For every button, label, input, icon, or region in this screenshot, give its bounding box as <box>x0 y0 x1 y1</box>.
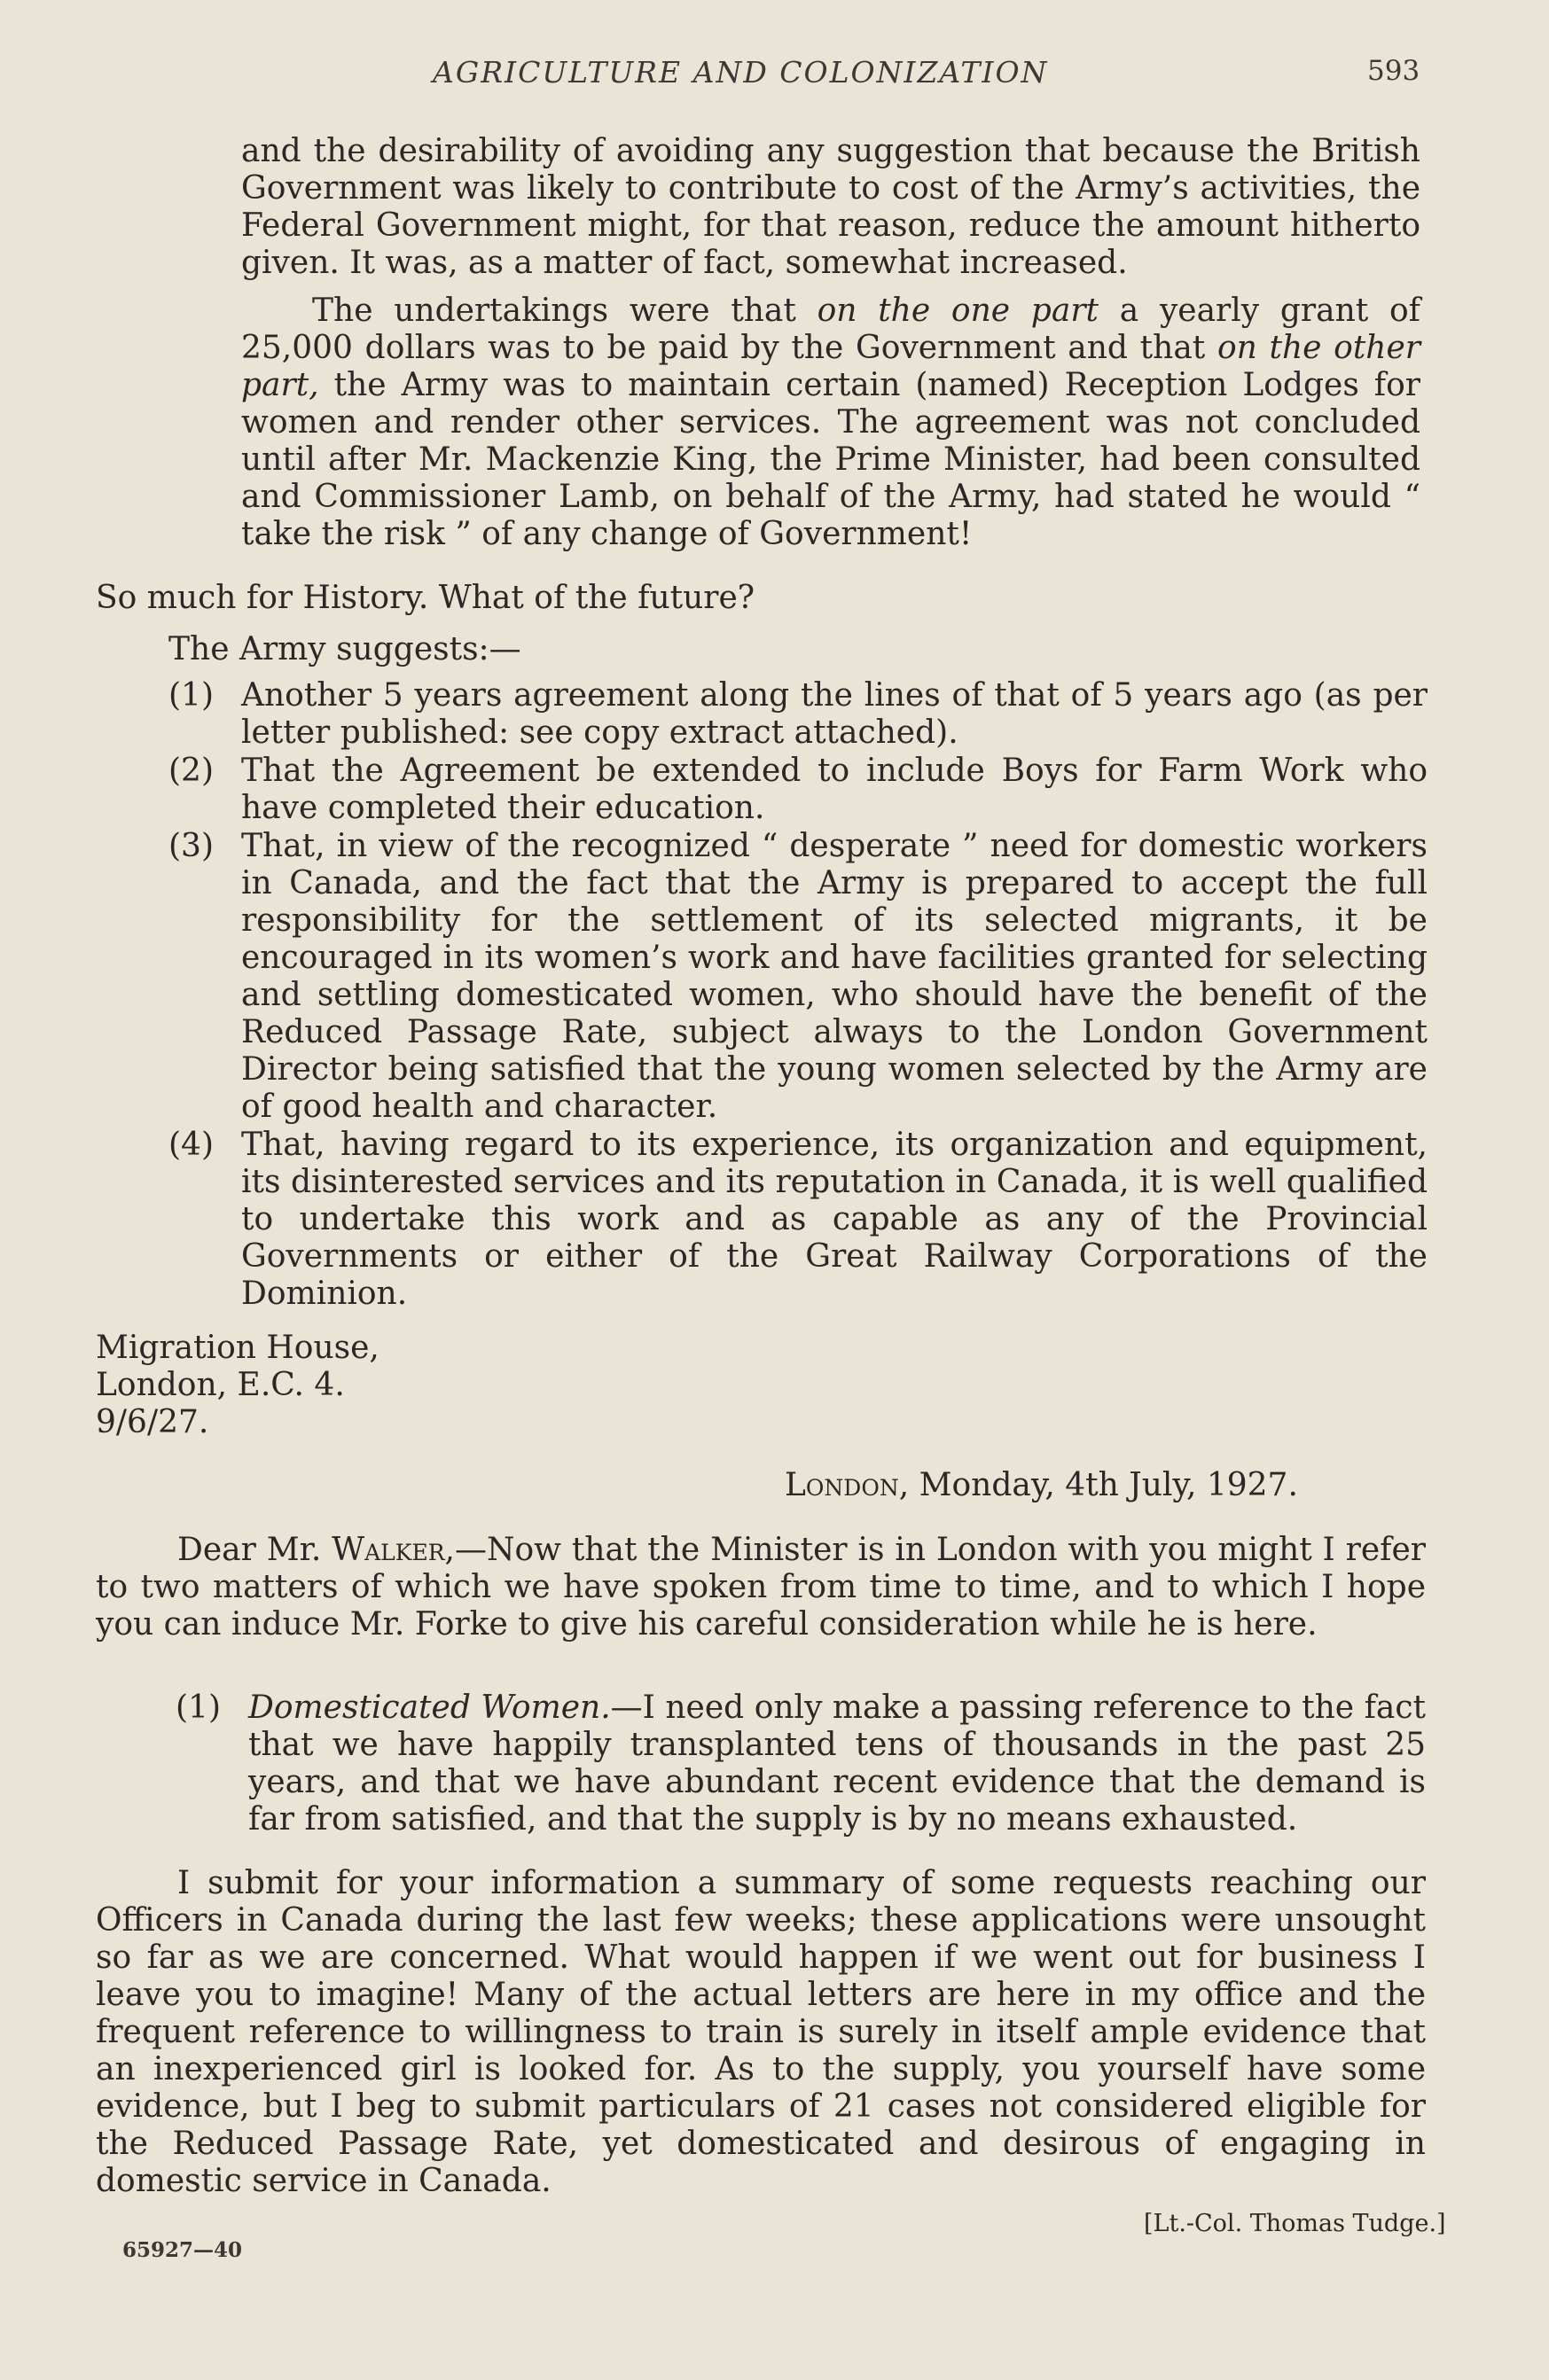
list-item: (1) Another 5 years agreement along the lines of that of 5 years ago (as per letter published: see copy extract attached). <box>168 677 1428 751</box>
page-number: 593 <box>1367 55 1420 87</box>
list-item: (4) That, having regard to its experience, its organization and equipment, its disinterested services and its reputation in Canada, it is well qualified to undertake this work and as capable as any of the Provincial Governments or either of the Great Railway Corporations of the Dominion. <box>168 1127 1428 1312</box>
history-line: So much for History. What of the future? <box>96 580 755 616</box>
signature: [Lt.-Col. Thomas Tudge.] <box>1144 2210 1446 2237</box>
list-item: (3) That, in view of the recognized “ desperate ” need for domestic workers in Canada, and the fact that the Army is prepared to accept the full responsibility for the settlement of its selected migrants, it be encouraged in its women’s work and have facilities granted for selecting and settling domesticated women, who should have the benefit of the Reduced Passage Rate, subject always to the London Government Director being satisfied that the young women selected by the Army are of good health and character. <box>168 828 1428 1125</box>
suggests-intro: The Army suggests:— <box>168 631 521 667</box>
suggestions-list <box>168 677 1428 1314</box>
paragraph-desirability: and the desirability of avoiding any suggestion that because the British Government was likely to contribute to cost of the Army’s activities, the Federal Government might, for that reason, reduce the amount hitherto given. It was, as a matter of fact, somewhat increased. <box>241 133 1420 281</box>
letter-dateline: London, Monday, 4th July, 1927. <box>785 1467 1298 1503</box>
list-item: (1) Domesticated Women.—I need only make a passing reference to the fact that we have happily transplanted tens of thousands in the past 25 years, and that we have abundant recent evidence that the demand is far from satisfied, and that the supply is by no means exhausted. <box>176 1689 1427 1838</box>
sender-address: Migration House, London, E.C. 4. 9/6/27. <box>96 1330 379 1440</box>
print-reference: 65927—40 <box>122 2238 243 2262</box>
running-title: AGRICULTURE AND COLONIZATION <box>433 55 1049 90</box>
letter-item-list <box>176 1689 1426 1838</box>
list-item: (2) That the Agreement be extended to include Boys for Farm Work who have completed their education. <box>168 753 1428 826</box>
letter-paragraph: I submit for your information a summary of some requests reaching our Officers in Canada during the last few weeks; these applications were unsought so far as we are concerned. What would happen if we went out for business I leave you to imagine! Many of the actual letters are here in my office and the frequent reference to willingness to train is surely in itself ample evidence that an inexperienced girl is looked for. As to the supply, you yourself have some evidence, but I beg to submit particulars of 21 cases not considered eligible for the Reduced Passage Rate, yet domesticated and desirous of engaging in domestic service in Canada. <box>96 1865 1426 2199</box>
paragraph-undertakings: The undertakings were that on the one part a yearly grant of 25,000 dollars was to be paid by the Government and that on the other part, the Army was to maintain certain (named) Reception Lodges for women and render other services. The agreement was not concluded until after Mr. Mackenzie King, the Prime Minister, had been consulted and Commissioner Lamb, on behalf of the Army, had stated he would “ take the risk ” of any change of Government! <box>241 293 1420 552</box>
page-header <box>0 55 1549 108</box>
letter-opening: Dear Mr. Walker,—Now that the Minister is in London with you might I refer to two matters of which we have spoken from time to time, and to which I hope you can induce Mr. Forke to give his careful consideration while he is here. <box>96 1532 1426 1643</box>
